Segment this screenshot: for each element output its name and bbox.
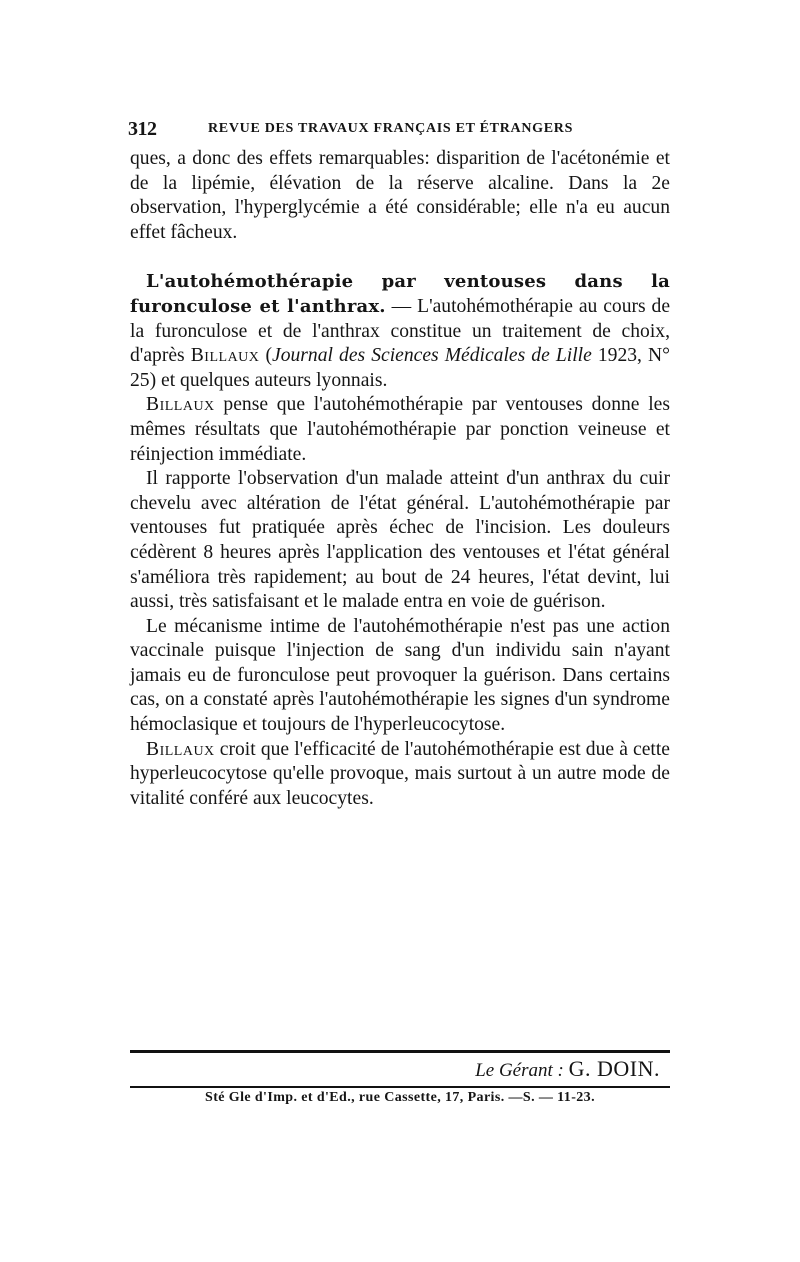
page-number: 312 [128,118,157,140]
paragraph-section-heading [130,270,670,393]
printer-imprint: Sté Gle d'Imp. et d'Ed., rue Cassette, 17, Paris. —S. — 11-23. [205,1090,595,1105]
author-name: Billaux [190,345,260,367]
paragraph-text: ques, a donc des effets remarquables: disparition de l'acétonémie et de la lipémie, élévation de la réserve alcaline. Dans la 2e observation, l'hyperglycémie a été considérable; elle n'a eu aucun effet fâcheux. [130,148,670,243]
paragraph [130,467,670,615]
paragraph-text: — L'autohémothérapie au cours de la furonculose et de l'anthrax constitue un traitement de choix, d'après [130,295,671,367]
manager-line [130,1056,660,1082]
paragraph [130,738,670,812]
running-head [128,118,688,142]
author-name: Billaux [146,394,215,416]
paragraph [130,615,670,738]
article-body [130,147,670,811]
paragraph-continuation [130,147,670,245]
paragraph-text: pense que l'autohémothérapie par ventouses donne les mêmes résultats que l'autohémothérapie par ponction veineuse et réinjection immédiate. [130,394,670,465]
paragraph [130,393,670,467]
paragraph-text: ( [259,345,272,367]
manager-name: G. DOIN. [568,1056,660,1081]
journal-citation: Journal des Sciences Médicales de Lille [272,345,592,367]
paragraph-text: Il rapporte l'observation d'un malade atteint d'un anthrax du cuir chevelu avec altération de l'état général. L'autohémothérapie par ventouses fut pratiquée après échec de l'incision. Les douleurs cédèrent 8 heures après l'application des ventouses et l'état général s'améliora très rapidement; au bout de 24 heures, l'état devint, lui aussi, très satisfaisant et le malade entra en voie de guérison. [130,468,670,613]
footer-rule-top [130,1050,670,1053]
footer-rule-bottom [130,1086,670,1088]
manager-label: Le Gérant : [475,1060,564,1081]
journal-title: REVUE DES TRAVAUX FRANÇAIS ET ÉTRANGERS [208,121,574,136]
paragraph-text: Le mécanisme intime de l'autohémothérapie n'est pas une action vaccinale puisque l'injection de sang d'un individu sain n'ayant jamais eu de furonculose peut provoquer la guérison. Dans certains cas, on a constaté après l'autohémothérapie les signes d'un syndrome hémoclasique et toujours de l'hyperleucocytose. [130,615,670,736]
paragraph-text: croit que l'efficacité de l'autohémothérapie est due à cette hyperleucocytose qu'elle provoque, mais surtout à un autre mode de vitalité conféré aux leucocytes. [130,738,670,809]
paragraph-text: 1923, N° 25) et quelques auteurs lyonnais. [130,345,670,391]
section-heading: L'autohémothérapie par ventouses dans la furonculose et l'anthrax. [130,271,670,317]
author-name: Billaux [146,738,215,760]
